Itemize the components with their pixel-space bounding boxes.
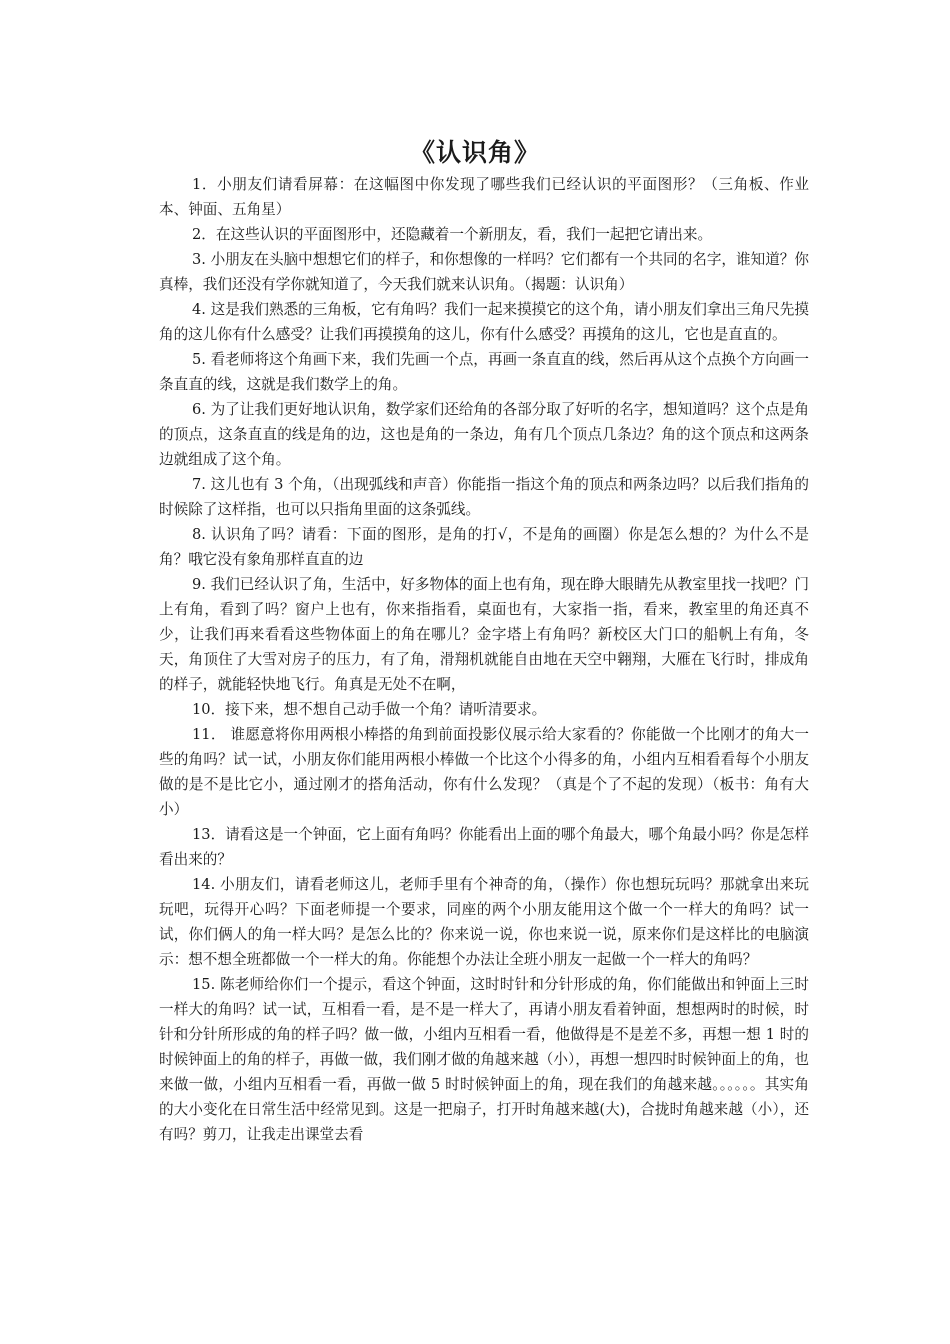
- paragraph-5: 5. 看老师将这个角画下来，我们先画一个点，再画一条直直的线，然后再从这个点换个方向画一条直直的线，这就是我们数学上的角。: [159, 351, 809, 393]
- document-title: 《认识角》: [409, 138, 540, 167]
- paragraph-9: 9. 我们已经认识了角，生活中，好多物体的面上也有角，现在睁大眼睛先从教室里找一找吧？门上有角，看到了吗？窗户上也有，你来指指看，桌面也有，大家指一指，看来，教室里的角还真不少，让我们再来看看这些物体面上的角在哪儿？金字塔上有角吗？新校区大门口的船帆上有角，冬天，角顶住了大雪对房子的压力，有了角，滑翔机就能自由地在天空中翱翔，大雁在飞行时，排成角的样子，就能轻快地飞行。角真是无处不在啊，: [159, 576, 809, 693]
- paragraph-8: 8. 认识角了吗？请看：下面的图形，是角的打√，不是角的画圈）你是怎么想的？为什么不是角？哦它没有象角那样直直的边: [159, 526, 809, 568]
- paragraph-15: 15. 陈老师给你们一个提示，看这个钟面，这时时针和分针形成的角，你们能做出和钟面上三时一样大的角吗？试一试，互相看一看，是不是一样大了，再请小朋友看着钟面，想想两时的时候，时针和分针所形成的角的样子吗？做一做，小组内互相看一看，他做得是不是差不多，再想一想 1 时的时候钟面上的角的样子，再做一做，我们刚才做的角越来越（小），再想一想四时时候钟面上的角，也来做一做，小组内互相看一看，再做一做 5 时时候钟面上的角，现在我们的角越来越。。。。。。其实角的大小变化在日常生活中经常见到。这是一把扇子，打开时角越来越(大)，合拢时角越来越（小），还有吗？剪刀，让我走出课堂去看: [159, 976, 809, 1143]
- paragraph-4: 4. 这是我们熟悉的三角板，它有角吗？我们一起来摸摸它的这个角，请小朋友们拿出三角尺先摸角的这儿你有什么感受？让我们再摸摸角的这儿，你有什么感受？再摸角的这儿，它也是直直的。: [159, 301, 809, 343]
- paragraph-11: 11． 谁愿意将你用两根小棒搭的角到前面投影仪展示给大家看的？你能做一个比刚才的角大一些的角吗？试一试，小朋友你们能用两根小棒做一个比这个小得多的角，小组内互相看看每个小朋友做的是不是比它小，通过刚才的搭角活动，你有什么发现？（真是个了不起的发现）（板书：角有大小）: [159, 726, 809, 818]
- paragraph-2: 2．在这些认识的平面图形中，还隐藏着一个新朋友，看，我们一起把它请出来。: [192, 226, 713, 243]
- paragraph-3: 3. 小朋友在头脑中想想它们的样子，和你想像的一样吗？它们都有一个共同的名字，谁知道？你真棒，我们还没有学你就知道了，今天我们就来认识角。（揭题：认识角）: [159, 251, 809, 293]
- paragraph-13: 13．请看这是一个钟面，它上面有角吗？你能看出上面的哪个角最大，哪个角最小吗？你是怎样看出来的？: [159, 826, 809, 868]
- paragraph-10: 10．接下来，想不想自己动手做一个角？请听清要求。: [192, 701, 547, 718]
- paragraph-14: 14. 小朋友们，请看老师这儿，老师手里有个神奇的角，（操作）你也想玩玩吗？那就拿出来玩玩吧，玩得开心吗？下面老师提一个要求，同座的两个小朋友能用这个做一个一样大的角吗？试一试，你们俩人的角一样大吗？是怎么比的？你来说一说，你也来说一说，原来你们是这样比的电脑演示：想不想全班都做一个一样大的角。你能想个办法让全班小朋友一起做一个一样大的角吗？: [159, 876, 809, 968]
- document-body: [159, 172, 809, 1147]
- paragraph-6: 6. 为了让我们更好地认识角，数学家们还给角的各部分取了好听的名字，想知道吗？这个点是角的顶点，这条直直的线是角的边，这也是角的一条边，角有几个顶点几条边？角的这个顶点和这两条边就组成了这个角。: [159, 401, 809, 468]
- paragraph-1: 1．小朋友们请看屏幕：在这幅图中你发现了哪些我们已经认识的平面图形？（三角板、作业本、钟面、五角星）: [159, 176, 809, 218]
- paragraph-7: 7. 这儿也有 3 个角，（出现弧线和声音）你能指一指这个角的顶点和两条边吗？以后我们指角的时候除了这样指，也可以只指角里面的这条弧线。: [159, 476, 809, 518]
